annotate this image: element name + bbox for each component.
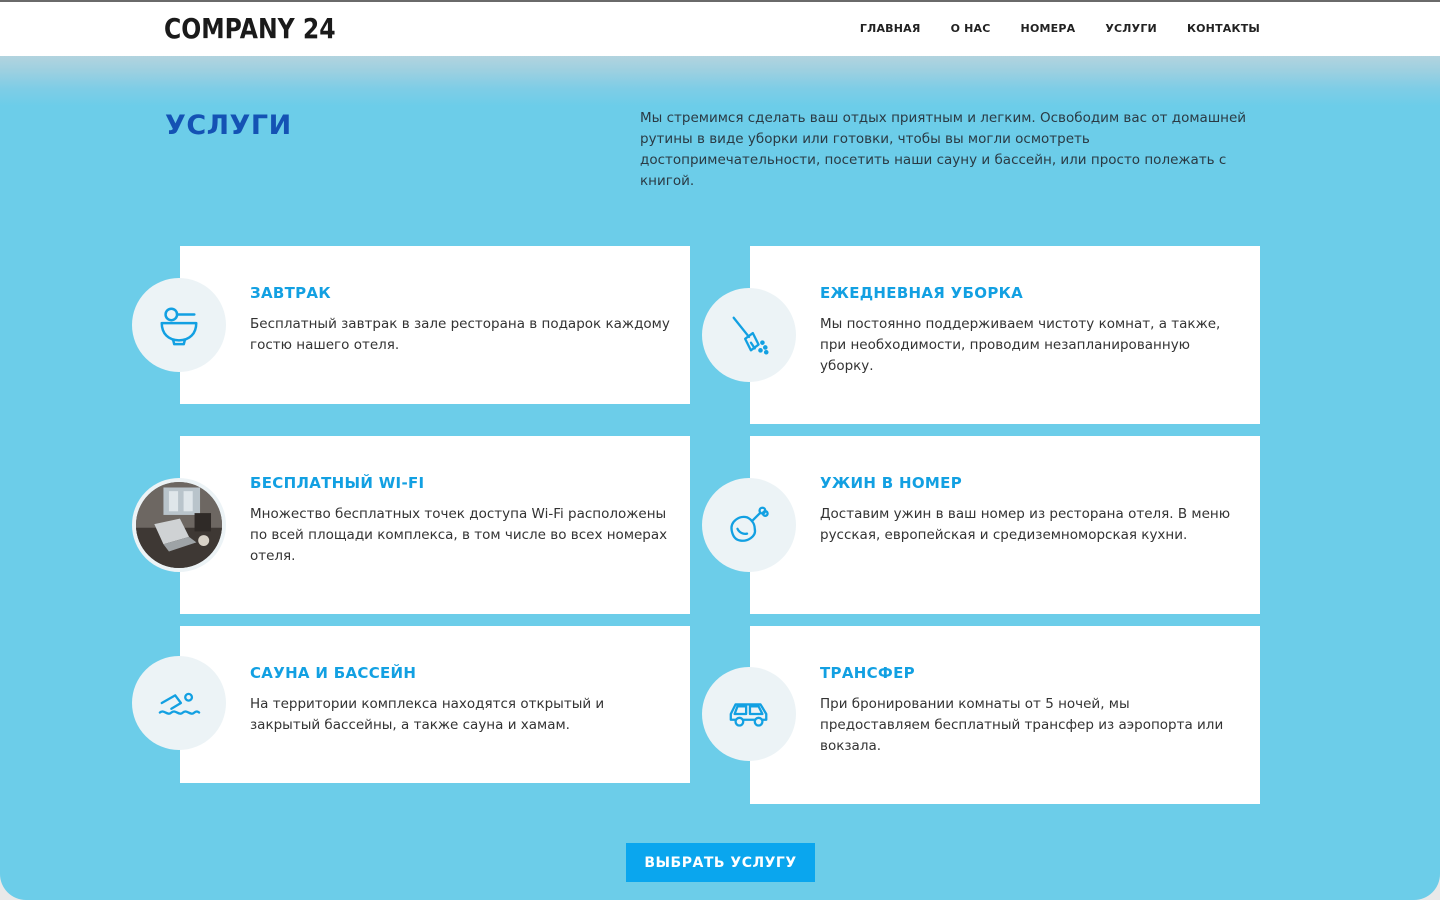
logo[interactable]: COMPANY 24 [164, 12, 336, 45]
service-title: ЕЖЕДНЕВНАЯ УБОРКА [820, 284, 1024, 302]
swimmer-icon [156, 680, 202, 726]
service-card-sauna [180, 626, 690, 783]
service-card-transfer [750, 626, 1260, 804]
choose-service-button[interactable]: ВЫБРАТЬ УСЛУГУ [626, 843, 815, 882]
service-description: На территории комплекса находятся открытый и закрытый бассейны, а также сауна и хамам. [250, 696, 605, 733]
car-icon [726, 691, 772, 737]
service-description: Мы постоянно поддерживаем чистоту комнат, а также, при необходимости, проводим незапланированную уборку. [820, 316, 1221, 374]
broom-icon [726, 312, 772, 358]
nav-services[interactable]: УСЛУГИ [1105, 22, 1157, 35]
service-description: Бесплатный завтрак в зале ресторана в подарок каждому гостю нашего отеля. [250, 316, 670, 353]
service-card-dinner [750, 436, 1260, 614]
nav-rooms[interactable]: НОМЕРА [1020, 22, 1076, 35]
site-header [0, 2, 1440, 56]
nav-about[interactable]: О НАС [950, 22, 991, 35]
cleaning-icon-circle [702, 288, 796, 382]
service-title: УЖИН В НОМЕР [820, 474, 962, 492]
service-title: БЕСПЛАТНЫЙ WI-FI [250, 474, 425, 492]
section-title: УСЛУГИ [165, 110, 292, 141]
service-title: САУНА И БАССЕЙН [250, 664, 417, 682]
dinner-icon-circle [702, 478, 796, 572]
sauna-icon-circle [132, 656, 226, 750]
laptop-photo [132, 478, 226, 572]
wifi-photo-circle [132, 478, 226, 572]
transfer-icon-circle [702, 667, 796, 761]
service-card-wifi [180, 436, 690, 614]
main-nav [860, 22, 1260, 35]
nav-contacts[interactable]: КОНТАКТЫ [1186, 22, 1260, 35]
breakfast-icon-circle [132, 278, 226, 372]
roast-chicken-icon [726, 502, 772, 548]
water-texture-band [0, 56, 1440, 106]
nav-home[interactable]: ГЛАВНАЯ [859, 22, 921, 35]
section-intro: Мы стремимся сделать ваш отдых приятным и легким. Освободим вас от домашней рутины в виде уборки или готовки, чтобы вы могли осмотреть достопримечательности, посетить наши сауну и бассейн, или просто полежать с книгой. [640, 110, 1247, 189]
service-card-breakfast [180, 246, 690, 404]
service-card-cleaning [750, 246, 1260, 424]
service-title: ЗАВТРАК [250, 284, 331, 302]
service-title: ТРАНСФЕР [820, 664, 915, 682]
service-description: При бронировании комнаты от 5 ночей, мы предоставляем бесплатный трансфер из аэропорта или вокзала. [820, 696, 1224, 754]
service-description: Доставим ужин в ваш номер из ресторана отеля. В меню русская, европейская и средиземноморская кухни. [820, 506, 1231, 543]
service-description: Множество бесплатных точек доступа Wi-Fi расположены по всей площади комплекса, в том числе во всех номерах отеля. [250, 506, 668, 564]
breakfast-bowl-icon [156, 302, 202, 348]
